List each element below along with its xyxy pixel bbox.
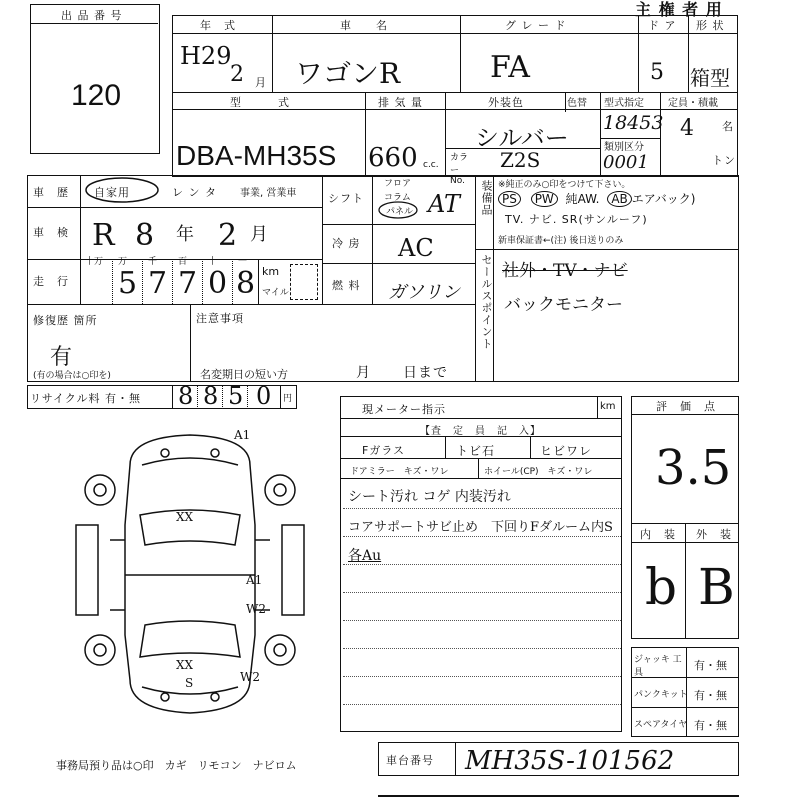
shift-opt-floor[interactable]: フロア bbox=[384, 179, 412, 189]
history-circle bbox=[82, 176, 162, 204]
chassis-value: MH35S-101562 bbox=[465, 746, 675, 776]
tool-jack-label: ジャッキ 工具 bbox=[634, 655, 682, 678]
glass-opt1[interactable]: トビ石 bbox=[456, 444, 496, 458]
capacity-value: 4 bbox=[680, 116, 694, 141]
equip-airbag: エアバック) bbox=[631, 192, 696, 206]
mirror-label: ドアミラー キズ・ワレ bbox=[350, 467, 449, 477]
year-value: H29 bbox=[180, 42, 232, 70]
mileage-digit-2: 5 bbox=[118, 266, 138, 301]
notes-inspection-short: 名変期日の短い方 bbox=[200, 368, 288, 381]
lot-box bbox=[30, 4, 160, 154]
repair-label: 修復歴 箇所 bbox=[33, 314, 98, 327]
mark-s-rear: S bbox=[185, 676, 194, 690]
history-opt-business[interactable]: 事業, 営業車 bbox=[240, 188, 297, 199]
unit-km: km bbox=[262, 265, 280, 278]
equip-aw[interactable]: 純AW. bbox=[565, 192, 600, 206]
unit-mile: マイル bbox=[262, 288, 289, 298]
displacement-value: 660 bbox=[368, 143, 418, 173]
ac-label: 冷 房 bbox=[332, 237, 361, 250]
interior-value: b bbox=[645, 558, 678, 616]
door-value: 5 bbox=[650, 60, 664, 85]
model-value: DBA-MH35S bbox=[176, 140, 337, 171]
mark-xx-front: XX bbox=[176, 510, 194, 524]
glass-label: Fガラス bbox=[362, 444, 405, 457]
mileage-digit-labels: 十万 万 千 百 十 一 bbox=[85, 257, 248, 267]
name-label: 車 名 bbox=[340, 19, 388, 32]
sales-struck: 社外・TV・ナビ bbox=[502, 261, 628, 281]
tool-puncture-label: パンクキット bbox=[634, 690, 688, 700]
equipment-line1 bbox=[498, 190, 696, 207]
meter-label: 現メーター指示 bbox=[362, 403, 446, 416]
equip-ab[interactable]: AB bbox=[607, 191, 631, 207]
wheel-label: ホイール(CP) キズ・ワレ bbox=[484, 467, 593, 477]
cc-unit: c.c. bbox=[423, 160, 439, 170]
mark-a1-top: A1 bbox=[234, 428, 251, 442]
class-label: 類別区分 bbox=[604, 142, 644, 153]
mark-w2-side: W2 bbox=[246, 602, 266, 616]
notes-month: 月 bbox=[356, 365, 371, 381]
inspection-year-unit: 年 bbox=[176, 224, 195, 245]
inspection-label: 車 検 bbox=[33, 226, 69, 239]
tool-spare-value[interactable]: 有・無 bbox=[694, 719, 727, 732]
office-note: 事務局預り品は○印 カギ リモコン ナビロム bbox=[56, 759, 297, 772]
sales-side-label: セールスポイント bbox=[480, 254, 493, 350]
score-label: 評 価 点 bbox=[656, 400, 716, 413]
lot-number: 120 bbox=[71, 79, 122, 112]
remark-1: シート汚れ コゲ 内装汚れ bbox=[348, 489, 511, 505]
shift-opt-column[interactable]: コラム bbox=[384, 193, 411, 203]
shift-circle bbox=[376, 200, 420, 220]
shape-value: 箱型 bbox=[690, 66, 730, 90]
name-value: ワゴンR bbox=[295, 57, 401, 90]
interior-label: 内 装 bbox=[640, 528, 676, 541]
year-label: 年 式 bbox=[200, 19, 236, 32]
equipment-line3: 新車保証書←(注) 後日送りのみ bbox=[498, 236, 624, 246]
mileage-digit-3: 7 bbox=[148, 266, 168, 301]
grade-label: グ レ ー ド bbox=[505, 19, 567, 32]
recycle-d2: 8 bbox=[203, 382, 219, 410]
shape-label: 形 状 bbox=[696, 19, 725, 32]
tool-spare-label: スペアタイヤ bbox=[634, 720, 688, 730]
tool-jack-value[interactable]: 有・無 bbox=[694, 659, 727, 672]
month-value: 2 bbox=[230, 62, 244, 87]
type-spec-value: 18453 bbox=[603, 112, 664, 134]
remark-2: コアサポートサビ止め 下回りFダルーム内S bbox=[348, 520, 613, 535]
color-no-label: 色替 bbox=[567, 98, 587, 109]
exterior-score-label: 外 装 bbox=[696, 528, 732, 541]
recycle-label: リサイクル料 有・無 bbox=[30, 392, 141, 405]
mark-w2-rear: W2 bbox=[240, 670, 260, 684]
unit-checkbox[interactable] bbox=[290, 264, 318, 300]
equipment-side-label: 装備品 bbox=[480, 180, 493, 216]
mark-xx-rear: XX bbox=[176, 658, 194, 672]
exterior-value: シルバー bbox=[475, 124, 569, 152]
exterior-label: 外装色 bbox=[488, 96, 524, 109]
capacity-unit: 名 bbox=[722, 120, 734, 133]
notes-day: 日まで bbox=[403, 365, 448, 381]
mileage-label: 走 行 bbox=[33, 275, 69, 288]
color-value: Z2S bbox=[500, 148, 541, 172]
inspection-month-unit: 月 bbox=[250, 224, 269, 245]
color-label: カラー No. bbox=[450, 153, 469, 186]
equipment-note: ※純正のみ○印をつけて下さい。 bbox=[498, 180, 631, 190]
sales-text: バックモニター bbox=[504, 295, 623, 315]
shift-value: AT bbox=[428, 190, 461, 218]
model-label: 型 式 bbox=[230, 96, 290, 109]
chassis-label: 車台番号 bbox=[386, 754, 434, 767]
type-spec-label: 型式指定 bbox=[604, 98, 644, 109]
history-label: 車 歴 bbox=[33, 186, 69, 199]
recycle-d3: 5 bbox=[228, 382, 244, 410]
inspection-era: R bbox=[92, 218, 115, 253]
notes-label: 注意事項 bbox=[196, 312, 244, 325]
inspection-year: 8 bbox=[135, 218, 155, 253]
header-right: 主 権 者 用 bbox=[635, 0, 723, 19]
class-value: 0001 bbox=[603, 152, 649, 173]
remark-3: 各Au bbox=[348, 548, 382, 564]
shift-label: シフト bbox=[328, 192, 364, 205]
history-opt-rental[interactable]: レ ン タ bbox=[172, 186, 217, 199]
recycle-d1: 8 bbox=[178, 382, 194, 410]
mileage-digit-4: 7 bbox=[178, 266, 198, 301]
grade-value: FA bbox=[490, 50, 530, 85]
tool-puncture-value[interactable]: 有・無 bbox=[694, 689, 727, 702]
repair-value: 有 bbox=[50, 345, 73, 370]
inspector-title: 【査 定 員 記 入】 bbox=[420, 426, 541, 437]
meter-unit: km bbox=[600, 401, 616, 412]
equip-ps[interactable]: PS bbox=[498, 191, 521, 207]
fuel-value: ガソリン bbox=[388, 282, 460, 303]
door-label: ド ア bbox=[648, 19, 677, 32]
equip-pw[interactable]: PW bbox=[531, 191, 558, 207]
inspection-month: 2 bbox=[218, 218, 238, 253]
score-value: 3.5 bbox=[655, 440, 732, 496]
month-unit: 月 bbox=[255, 76, 267, 89]
history-opt-private[interactable]: 自家用 bbox=[94, 186, 130, 199]
ac-value: AC bbox=[398, 234, 434, 262]
mark-a1-side: A1 bbox=[246, 573, 263, 587]
shift-opt-panel[interactable]: パネル bbox=[386, 207, 414, 217]
recycle-d4: 0 bbox=[256, 382, 272, 410]
capacity-label: 定員・積載 bbox=[668, 98, 718, 109]
recycle-unit: 円 bbox=[283, 394, 293, 404]
glass-opt2[interactable]: ヒビワレ bbox=[540, 444, 593, 458]
ton-unit: トン bbox=[712, 154, 736, 167]
exterior-value: B bbox=[698, 558, 735, 616]
lot-label: 出 品 番 号 bbox=[61, 9, 123, 22]
mileage-digit-6: 8 bbox=[236, 266, 256, 301]
repair-note: (有の場合は○印を) bbox=[33, 371, 111, 381]
fuel-label: 燃 料 bbox=[332, 279, 361, 292]
displacement-label: 排 気 量 bbox=[378, 96, 423, 109]
equipment-line2: TV. ナビ. SR(サンルーフ) bbox=[505, 213, 648, 226]
mileage-digit-5: 0 bbox=[208, 266, 228, 301]
